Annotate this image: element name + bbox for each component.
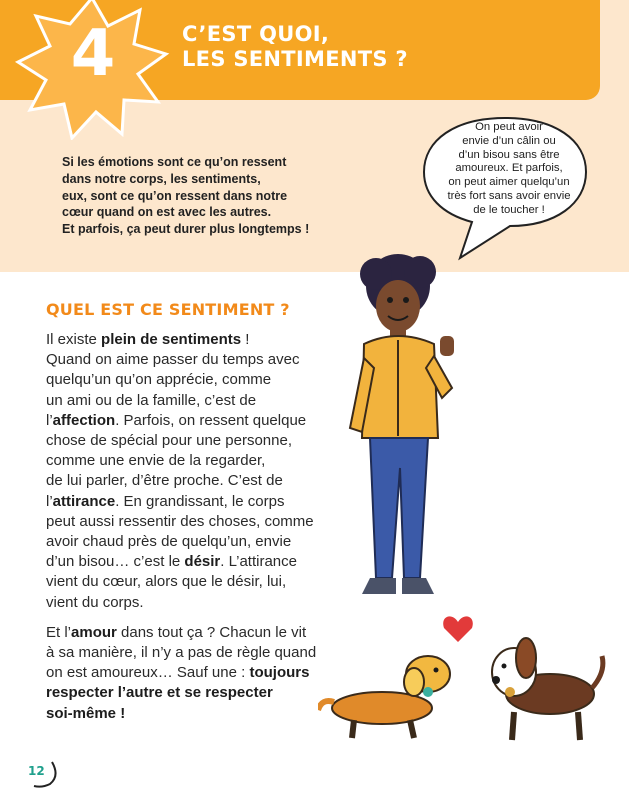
- bubble-line: de le toucher !: [473, 203, 545, 216]
- chapter-title: [182, 22, 442, 72]
- text-run: un ami ou de la famille, c’est de: [46, 391, 257, 409]
- keyword: respecter l’autre et se respecter: [46, 684, 273, 702]
- body-paragraph: [46, 623, 336, 724]
- text-run: l’: [46, 492, 53, 510]
- text-run: !: [241, 331, 250, 348]
- text-run: vient du corps.: [46, 593, 144, 611]
- text-run: Il existe: [46, 331, 102, 348]
- chapter-title-line: LES SENTIMENTS ?: [182, 47, 408, 71]
- text-run: l’: [46, 411, 53, 429]
- text-run: . Parfois, on ressent quelque: [115, 411, 307, 429]
- bubble-line: d’un bisou sans être: [458, 148, 560, 161]
- text-run: de lui parler, d’être proche. C’est de: [46, 472, 283, 490]
- intro-line: Si les émotions sont ce qu’on ressent: [62, 155, 287, 169]
- keyword: toujours: [249, 664, 310, 682]
- intro-line: eux, sont ce qu’on ressent dans notre: [62, 188, 288, 203]
- keyword: désir: [184, 553, 221, 571]
- text-run: peut aussi ressentir des choses, comme: [46, 512, 314, 530]
- bubble-line: très fort sans avoir envie: [447, 189, 571, 202]
- section-heading: QUEL EST CE SENTIMENT ?: [46, 300, 290, 319]
- keyword: plein de sentiments: [101, 331, 242, 348]
- intro-line: Et parfois, ça peut durer plus longtemps !: [62, 222, 310, 237]
- bubble-line: On peut avoir: [475, 121, 543, 133]
- chapter-title-line: C’EST QUOI,: [182, 22, 330, 46]
- text-run: d’un bisou… c’est le: [46, 553, 185, 571]
- text-run: . L’attirance: [220, 553, 297, 571]
- text-run: Et l’: [46, 623, 72, 641]
- intro-line: dans notre corps, les sentiments,: [62, 171, 261, 186]
- dogs-illustration: [318, 612, 608, 752]
- bubble-line: on peut aimer quelqu’un: [448, 176, 570, 189]
- bubble-line: envie d’un câlin ou: [462, 134, 556, 147]
- speech-bubble-text: [434, 121, 584, 218]
- body-text: [46, 330, 336, 734]
- boy-illustration: [340, 248, 460, 618]
- text-run: chose de spécial pour une personne,: [46, 432, 293, 450]
- keyword: amour: [71, 623, 117, 641]
- text-run: quelqu’un qu’on apprécie, comme: [46, 371, 272, 389]
- text-run: avoir chaud près de quelqu’un, envie: [46, 533, 292, 551]
- text-run: vient du cœur, alors que le désir, lui,: [46, 573, 287, 591]
- keyword: attirance: [52, 492, 116, 510]
- chapter-number: 4: [70, 17, 116, 91]
- text-run: dans tout ça ? Chacun le vit: [116, 623, 307, 641]
- text-run: on est amoureux… Sauf une :: [46, 664, 250, 682]
- page-number: 12: [28, 764, 45, 778]
- keyword: soi-même !: [46, 704, 126, 722]
- text-run: . En grandissant, le corps: [115, 492, 285, 510]
- bubble-line: amoureux. Et parfois,: [455, 162, 563, 175]
- text-run: comme une envie de la regarder,: [46, 452, 266, 470]
- intro-line: cœur quand on est avec les autres.: [62, 205, 272, 220]
- text-run: à sa manière, il n’y a pas de règle quand: [46, 644, 317, 662]
- intro-paragraph: [62, 154, 352, 238]
- text-run: Quand on aime passer du temps avec: [46, 351, 300, 369]
- keyword: affection: [52, 411, 116, 429]
- body-paragraph: [46, 330, 336, 613]
